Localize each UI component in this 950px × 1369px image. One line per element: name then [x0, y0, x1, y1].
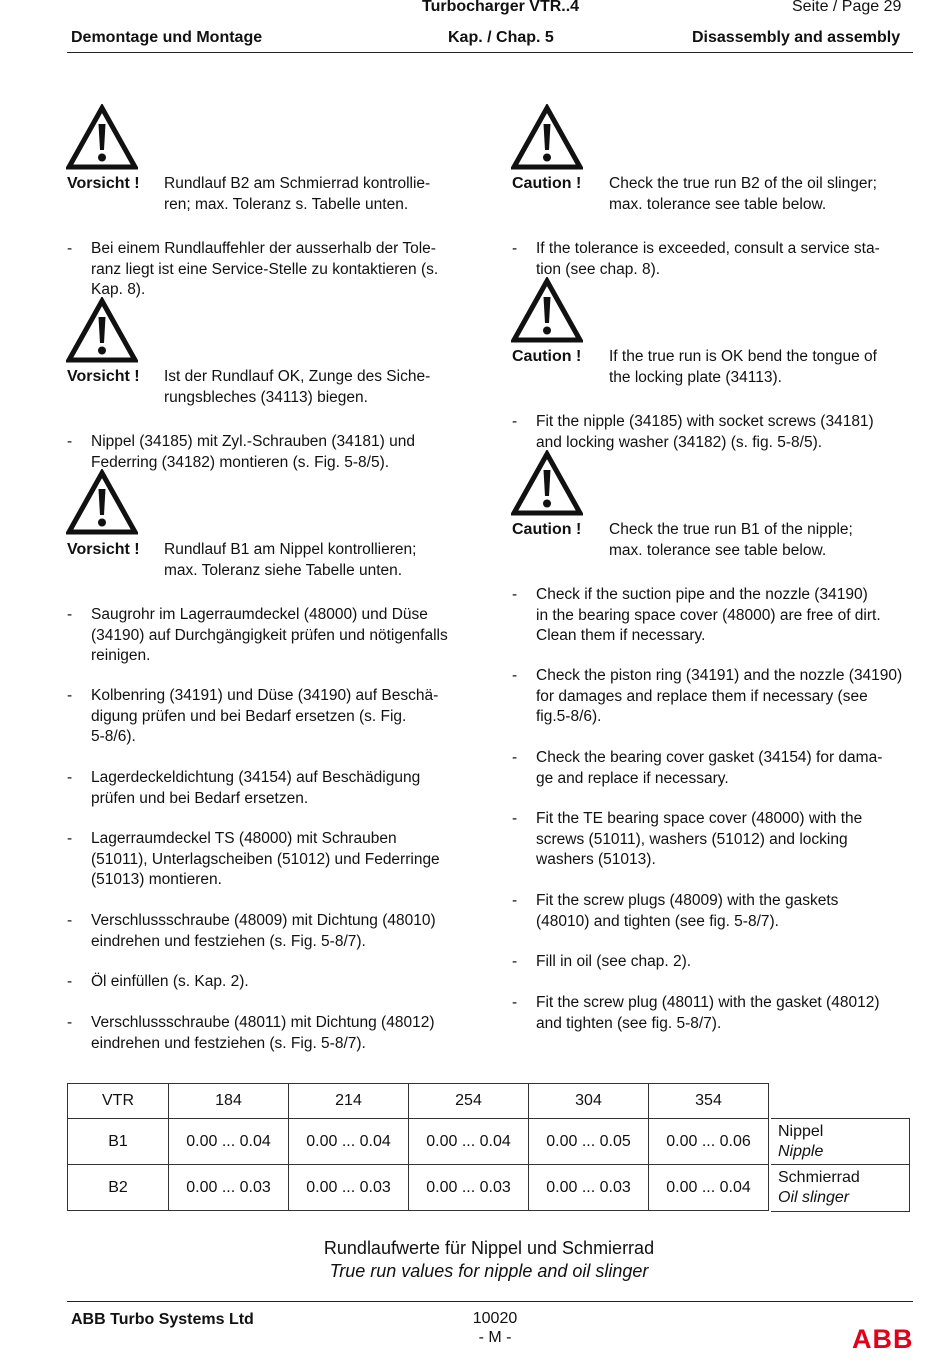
- company-name: ABB Turbo Systems Ltd: [71, 1311, 254, 1328]
- table-row: [68, 1165, 769, 1211]
- text-line: Öl einfüllen (s. Kap. 2).: [91, 973, 249, 990]
- true-run-table: [67, 1083, 769, 1211]
- doc-letter: - M -: [478, 1329, 512, 1346]
- caution-text-de: [164, 367, 464, 408]
- text-line: Rundlauf B1 am Nippel kontrollieren;: [164, 541, 417, 558]
- abb-logo: ABB: [852, 1324, 914, 1354]
- table-header-row: [68, 1084, 769, 1119]
- caution-text-en: [609, 174, 910, 215]
- text-line: Fit the TE bearing space cover (48000) with the: [536, 810, 863, 827]
- text-line: ge and replace if necessary.: [536, 769, 729, 787]
- warning-triangle-icon: [66, 104, 138, 170]
- text-line: (51011), Unterlagscheiben (51012) und Federringe: [91, 850, 440, 868]
- table-cell: 0.00 ... 0.03: [289, 1165, 409, 1211]
- table-cell: 0.00 ... 0.04: [649, 1165, 769, 1211]
- doc-id: [440, 1309, 550, 1347]
- caution-text-de: [164, 540, 464, 581]
- page-number: Seite / Page 29: [792, 0, 902, 15]
- chapter-label: Kap. / Chap. 5: [448, 29, 554, 46]
- text-line: eindrehen und festziehen (s. Fig. 5-8/7).: [91, 932, 366, 950]
- text-line: Verschlussschraube (48009) mit Dichtung (48010): [91, 912, 436, 929]
- text-line: (48010) and tighten (see fig. 5-8/7).: [536, 912, 779, 930]
- section-title-en: Disassembly and assembly: [692, 29, 901, 46]
- text-line: in the bearing space cover (48000) are free of dirt.: [536, 606, 881, 624]
- caution-label-de: Vorsicht !: [67, 368, 140, 385]
- text-line: Saugrohr im Lagerraumdeckel (48000) und Düse: [91, 606, 428, 623]
- footer-rule: [67, 1301, 913, 1302]
- text-line: Kolbenring (34191) und Düse (34190) auf Beschä-: [91, 687, 439, 704]
- caution-label-de: Vorsicht !: [67, 175, 140, 192]
- text-line: Clean them if necessary.: [536, 627, 706, 644]
- caution-label-en: Caution !: [512, 175, 582, 192]
- table-cell: 0.00 ... 0.06: [649, 1119, 769, 1165]
- table-cell: 0.00 ... 0.03: [169, 1165, 289, 1211]
- text-line: Rundlauf B2 am Schmierrad kontrollie-: [164, 175, 431, 192]
- text-line: Lagerraumdeckel TS (48000) mit Schrauben: [91, 830, 397, 847]
- table-header-cell: 214: [289, 1084, 409, 1119]
- table-cell: 0.00 ... 0.04: [169, 1119, 289, 1165]
- text-line: reinigen.: [91, 647, 151, 664]
- section-title-de: Demontage und Montage: [71, 29, 263, 46]
- text-line: Check the piston ring (34191) and the nozzle (34190): [536, 667, 903, 684]
- caution-label-en: Caution !: [512, 348, 582, 365]
- text-line: Federring (34182) montieren (s. Fig. 5-8/5).: [91, 453, 390, 471]
- table-cell: 0.00 ... 0.03: [409, 1165, 529, 1211]
- table-header-cell: 354: [649, 1084, 769, 1119]
- text-line: for damages and replace them if necessary (see: [536, 687, 868, 705]
- text-line: ranz liegt ist eine Service-Stelle zu kontaktieren (s.: [91, 260, 439, 278]
- legend-en: Nipple: [778, 1143, 824, 1160]
- text-line: If the true run is OK bend the tongue of: [609, 348, 877, 365]
- text-line: ren; max. Toleranz s. Tabelle unten.: [164, 195, 409, 213]
- text-line: max. Toleranz siehe Tabelle unten.: [164, 561, 403, 579]
- text-line: Lagerdeckeldichtung (34154) auf Beschädigung: [91, 769, 421, 786]
- table-row-label: B1: [68, 1119, 169, 1165]
- text-line: prüfen und bei Bedarf ersetzen.: [91, 789, 309, 807]
- text-line: and tighten (see fig. 5-8/7).: [536, 1014, 722, 1032]
- product-title: Turbocharger VTR..4: [422, 0, 580, 15]
- caution-text-en: [609, 520, 910, 561]
- table-row-label: B2: [68, 1165, 169, 1211]
- text-line: Kap. 8).: [91, 281, 146, 298]
- warning-triangle-icon: [511, 104, 583, 170]
- warning-triangle-icon: [511, 450, 583, 516]
- table-cell: 0.00 ... 0.03: [529, 1165, 649, 1211]
- legend-divider: [771, 1164, 909, 1165]
- text-line: (34190) auf Durchgängigkeit prüfen und nötigenfalls: [91, 626, 448, 644]
- text-line: Verschlussschraube (48011) mit Dichtung (48012): [91, 1014, 435, 1031]
- header-rule: [67, 52, 913, 53]
- table-caption-en: True run values for nipple and oil slinger: [329, 1261, 649, 1281]
- text-line: max. tolerance see table below.: [609, 541, 827, 559]
- text-line: tion (see chap. 8).: [536, 260, 661, 278]
- table-caption-de: Rundlaufwerte für Nippel und Schmierrad: [323, 1238, 655, 1258]
- caution-text-en: [609, 347, 910, 388]
- table-cell: 0.00 ... 0.04: [409, 1119, 529, 1165]
- text-line: eindrehen und festziehen (s. Fig. 5-8/7).: [91, 1034, 366, 1052]
- text-line: and locking washer (34182) (s. fig. 5-8/5).: [536, 433, 823, 451]
- table-header-cell: 304: [529, 1084, 649, 1119]
- text-line: fig.5-8/6).: [536, 708, 602, 725]
- table-header-cell: 254: [409, 1084, 529, 1119]
- text-line: If the tolerance is exceeded, consult a service sta-: [536, 240, 880, 257]
- table-header-cell: 184: [169, 1084, 289, 1119]
- legend-b2: [778, 1168, 860, 1208]
- legend-de: Schmierrad: [778, 1169, 860, 1186]
- text-line: Ist der Rundlauf OK, Zunge des Siche-: [164, 368, 431, 385]
- legend-de: Nippel: [778, 1123, 824, 1140]
- text-line: Check the true run B2 of the oil slinger;: [609, 175, 877, 192]
- text-line: max. tolerance see table below.: [609, 195, 827, 213]
- text-line: Bei einem Rundlauffehler der ausserhalb der Tole-: [91, 240, 436, 257]
- caution-label-de: Vorsicht !: [67, 541, 140, 558]
- text-line: Nippel (34185) mit Zyl.-Schrauben (34181) und: [91, 433, 415, 450]
- legend-b1: [778, 1122, 823, 1162]
- warning-triangle-icon: [66, 297, 138, 363]
- text-line: (51013) montieren.: [91, 871, 222, 888]
- table-cell: 0.00 ... 0.04: [289, 1119, 409, 1165]
- text-line: screws (51011), washers (51012) and locking: [536, 830, 848, 848]
- table-cell: 0.00 ... 0.05: [529, 1119, 649, 1165]
- warning-triangle-icon: [66, 469, 138, 535]
- text-line: rungsbleches (34113) biegen.: [164, 388, 368, 406]
- text-line: Check the bearing cover gasket (34154) for dama-: [536, 749, 883, 766]
- text-line: digung prüfen und bei Bedarf ersetzen (s. Fig.: [91, 707, 407, 725]
- table-row: [68, 1119, 769, 1165]
- text-line: Fit the nipple (34185) with socket screws (34181): [536, 413, 874, 430]
- text-line: the locking plate (34113).: [609, 368, 782, 386]
- caution-label-en: Caution !: [512, 521, 582, 538]
- text-line: Check the true run B1 of the nipple;: [609, 521, 853, 538]
- doc-number: 10020: [472, 1310, 518, 1327]
- text-line: Fit the screw plugs (48009) with the gaskets: [536, 892, 839, 909]
- text-line: washers (51013).: [536, 851, 656, 868]
- text-line: Fill in oil (see chap. 2).: [536, 953, 692, 970]
- text-line: Fit the screw plug (48011) with the gasket (48012): [536, 994, 880, 1011]
- table-header-cell: VTR: [68, 1084, 169, 1119]
- legend-en: Oil slinger: [778, 1189, 850, 1206]
- text-line: 5-8/6).: [91, 728, 136, 745]
- text-line: Check if the suction pipe and the nozzle (34190): [536, 586, 868, 603]
- warning-triangle-icon: [511, 277, 583, 343]
- caution-text-de: [164, 174, 464, 215]
